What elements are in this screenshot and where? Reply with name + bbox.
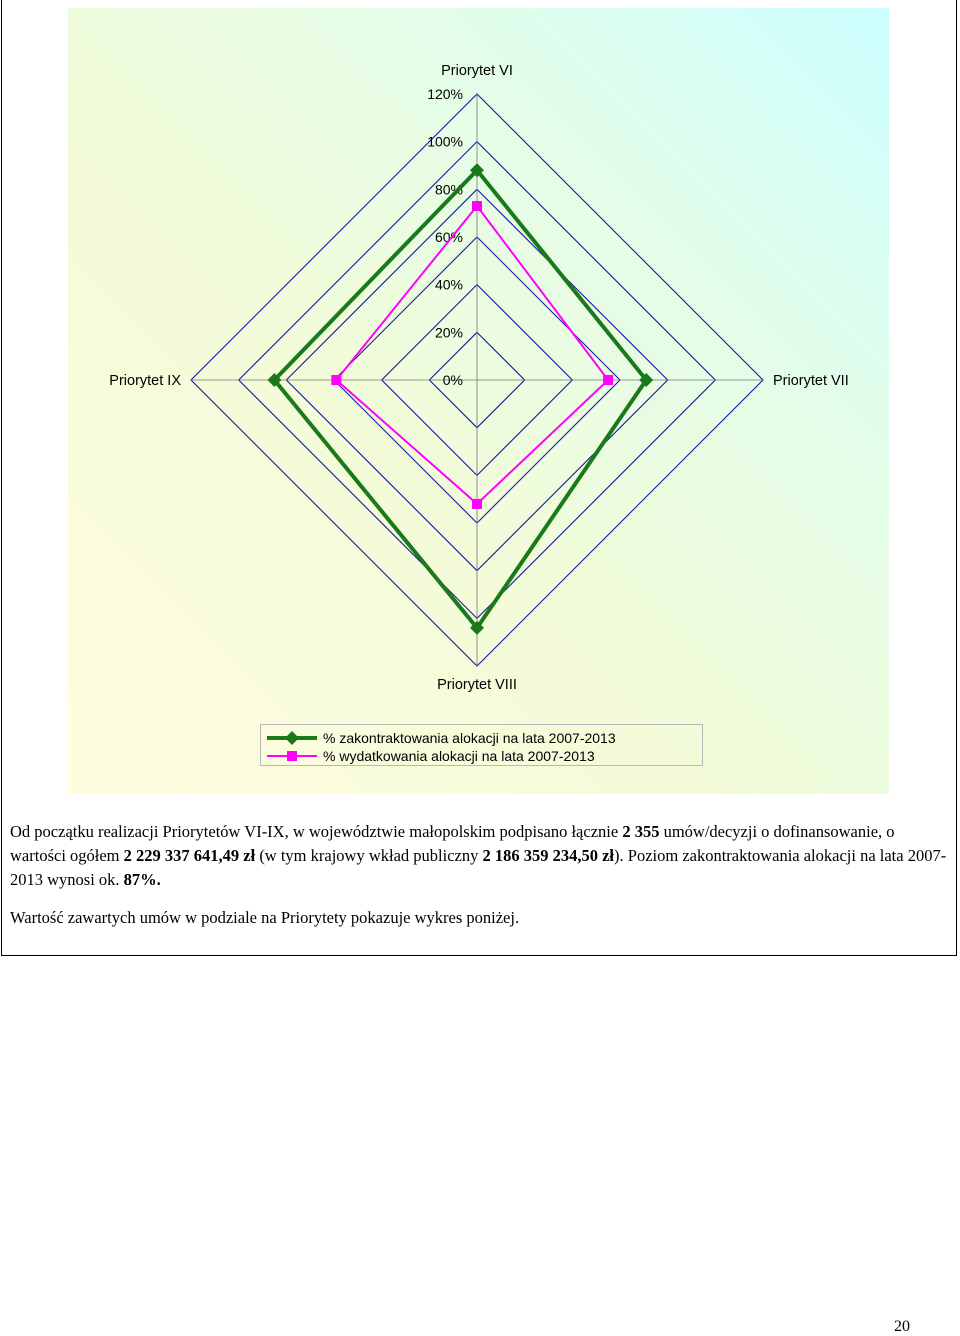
legend-swatch-spending	[265, 748, 319, 764]
summary-paragraph: Od początku realizacji Priorytetów VI-IX, w województwie małopolskim podpisano łącznie 2 355 umów/decyzji o dofinansowanie, o wartości ogółem 2 229 337 641,49 zł (w tym krajowy wkład publiczny 2 186 359 234,50 zł). Poziom zakontraktowania alokacji na lata 2007-2013 wynosi ok. 87%.	[10, 822, 947, 889]
axis-label: Priorytet IX	[109, 373, 181, 389]
chart-intro-paragraph: Wartość zawartych umów w podziale na Priorytety pokazuje wykres poniżej.	[10, 908, 520, 927]
axis-label: Priorytet VIII	[437, 677, 517, 693]
legend-swatch-contracting	[265, 730, 319, 746]
radar-chart	[68, 8, 889, 794]
tick-label: 0%	[442, 372, 463, 388]
axis-label: Priorytet VI	[441, 63, 513, 79]
page-number: 20	[894, 1318, 910, 1335]
tick-label: 80%	[434, 181, 463, 198]
legend-label-spending: % wydatkowania alokacji na lata 2007-2013	[323, 748, 595, 764]
data-point	[472, 499, 482, 509]
data-point	[472, 201, 482, 211]
legend-item	[265, 747, 595, 765]
legend-item	[265, 729, 616, 747]
series-line	[336, 206, 608, 504]
tick-label: 20%	[434, 324, 463, 341]
tick-label: 40%	[434, 276, 463, 293]
tick-label: 120%	[427, 86, 463, 102]
tick-label: 100%	[427, 133, 463, 150]
chart-legend	[260, 724, 703, 766]
axis-label: Priorytet VII	[773, 373, 849, 389]
tick-label: 60%	[434, 229, 463, 245]
body-text	[10, 820, 950, 930]
legend-label-contracting: % zakontraktowania alokacji na lata 2007-2013	[323, 730, 616, 746]
data-point	[603, 375, 613, 385]
data-point	[331, 375, 341, 385]
radar-chart-svg	[68, 8, 889, 794]
